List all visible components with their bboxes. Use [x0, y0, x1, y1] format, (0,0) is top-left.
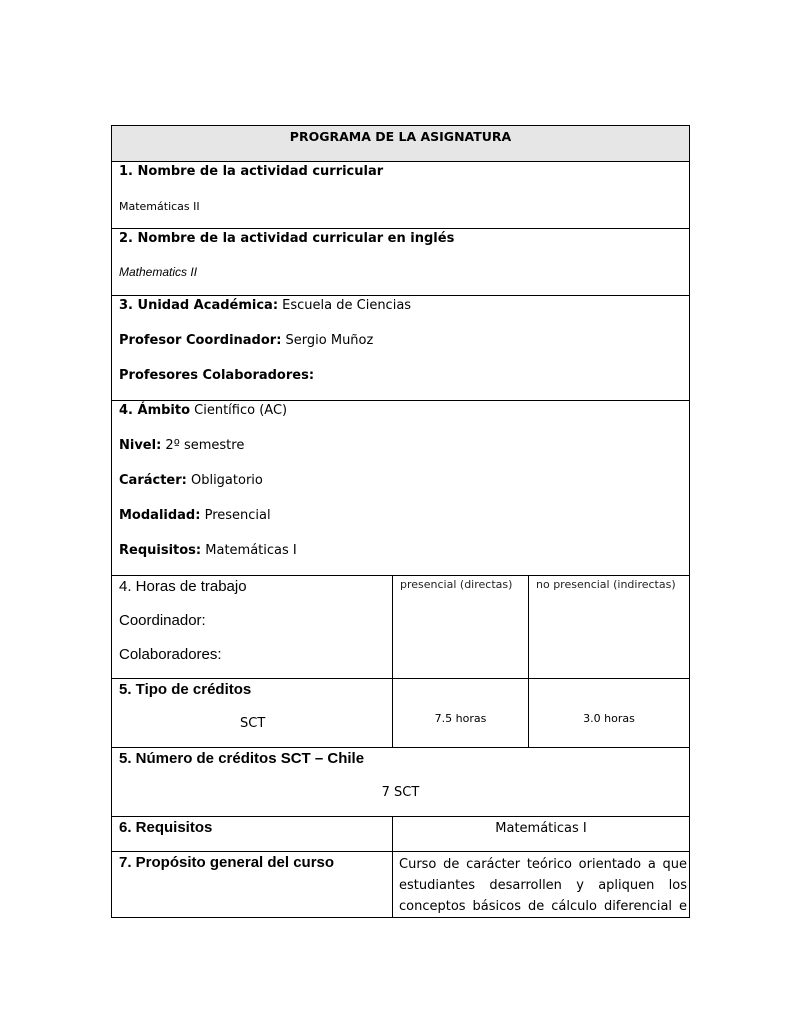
activity-name-value: Matemáticas II	[119, 200, 200, 213]
hours-no-presencial-header	[529, 576, 690, 679]
credit-type-label: 5. Tipo de créditos	[119, 681, 252, 698]
requisites-label-cell	[112, 817, 393, 852]
activity-english-value: Mathematics II	[119, 265, 198, 279]
collaborators-label: Profesores Colaboradores:	[119, 368, 315, 383]
requisitos-label: Requisitos:	[119, 543, 202, 558]
syllabus-table	[111, 125, 690, 918]
credit-number-cell	[112, 748, 690, 817]
hours-presencial-header	[393, 576, 529, 679]
section-activity-name-english	[112, 229, 690, 296]
modalidad-label: Modalidad:	[119, 508, 201, 523]
caracter-label: Carácter:	[119, 473, 187, 488]
syllabus-document	[111, 125, 689, 918]
requisites-value-cell	[393, 817, 690, 852]
section-scope	[112, 401, 690, 576]
coordinator-value: Sergio Muñoz	[281, 333, 374, 348]
caracter-value: Obligatorio	[186, 473, 263, 488]
requisites-label: 6. Requisitos	[119, 819, 213, 836]
presencial-header-label: presencial (directas)	[400, 578, 513, 591]
activity-english-label: 2. Nombre de la actividad curricular en inglés	[119, 231, 455, 246]
no-presencial-header-label: no presencial (indirectas)	[536, 578, 676, 591]
nivel-label: Nivel:	[119, 438, 162, 453]
ambito-value: Científico (AC)	[190, 403, 288, 418]
purpose-line-1: Curso de carácter teórico orientado a que	[399, 857, 688, 872]
section-academic-unit	[112, 296, 690, 401]
purpose-label: 7. Propósito general del curso	[119, 854, 335, 871]
credit-no-presencial-cell	[529, 679, 690, 748]
requisites-value: Matemáticas I	[495, 821, 587, 836]
ambito-label: 4. Ámbito	[119, 403, 191, 418]
activity-name-label: 1. Nombre de la actividad curricular	[119, 164, 384, 179]
hours-label-cell	[112, 576, 393, 679]
requisitos-value: Matemáticas I	[201, 543, 297, 558]
hours-coordinator: Coordinador:	[119, 612, 206, 629]
modalidad-value: Presencial	[200, 508, 271, 523]
hours-collaborators: Colaboradores:	[119, 646, 222, 663]
unit-label: 3. Unidad Académica:	[119, 298, 279, 313]
purpose-text-cell	[393, 852, 690, 918]
hours-label: 4. Horas de trabajo	[119, 578, 247, 595]
purpose-line-3: conceptos básicos de cálculo diferencial e	[399, 899, 688, 914]
coordinator-label: Profesor Coordinador:	[119, 333, 282, 348]
purpose-text	[399, 854, 687, 917]
purpose-line-2: estudiantes desarrollen y apliquen los	[399, 878, 688, 893]
credit-type-value: SCT	[240, 716, 266, 731]
section-activity-name	[112, 162, 690, 229]
purpose-label-cell	[112, 852, 393, 918]
credit-no-presencial-value: 3.0 horas	[583, 712, 635, 725]
credit-number-value: 7 SCT	[381, 785, 420, 800]
credit-type-cell	[112, 679, 393, 748]
table-title: PROGRAMA DE LA ASIGNATURA	[112, 126, 690, 162]
nivel-value: 2º semestre	[161, 438, 245, 453]
credit-presencial-value: 7.5 horas	[434, 712, 487, 725]
credit-presencial-cell	[393, 679, 529, 748]
credit-number-label: 5. Número de créditos SCT – Chile	[119, 750, 365, 767]
unit-value: Escuela de Ciencias	[278, 298, 412, 313]
